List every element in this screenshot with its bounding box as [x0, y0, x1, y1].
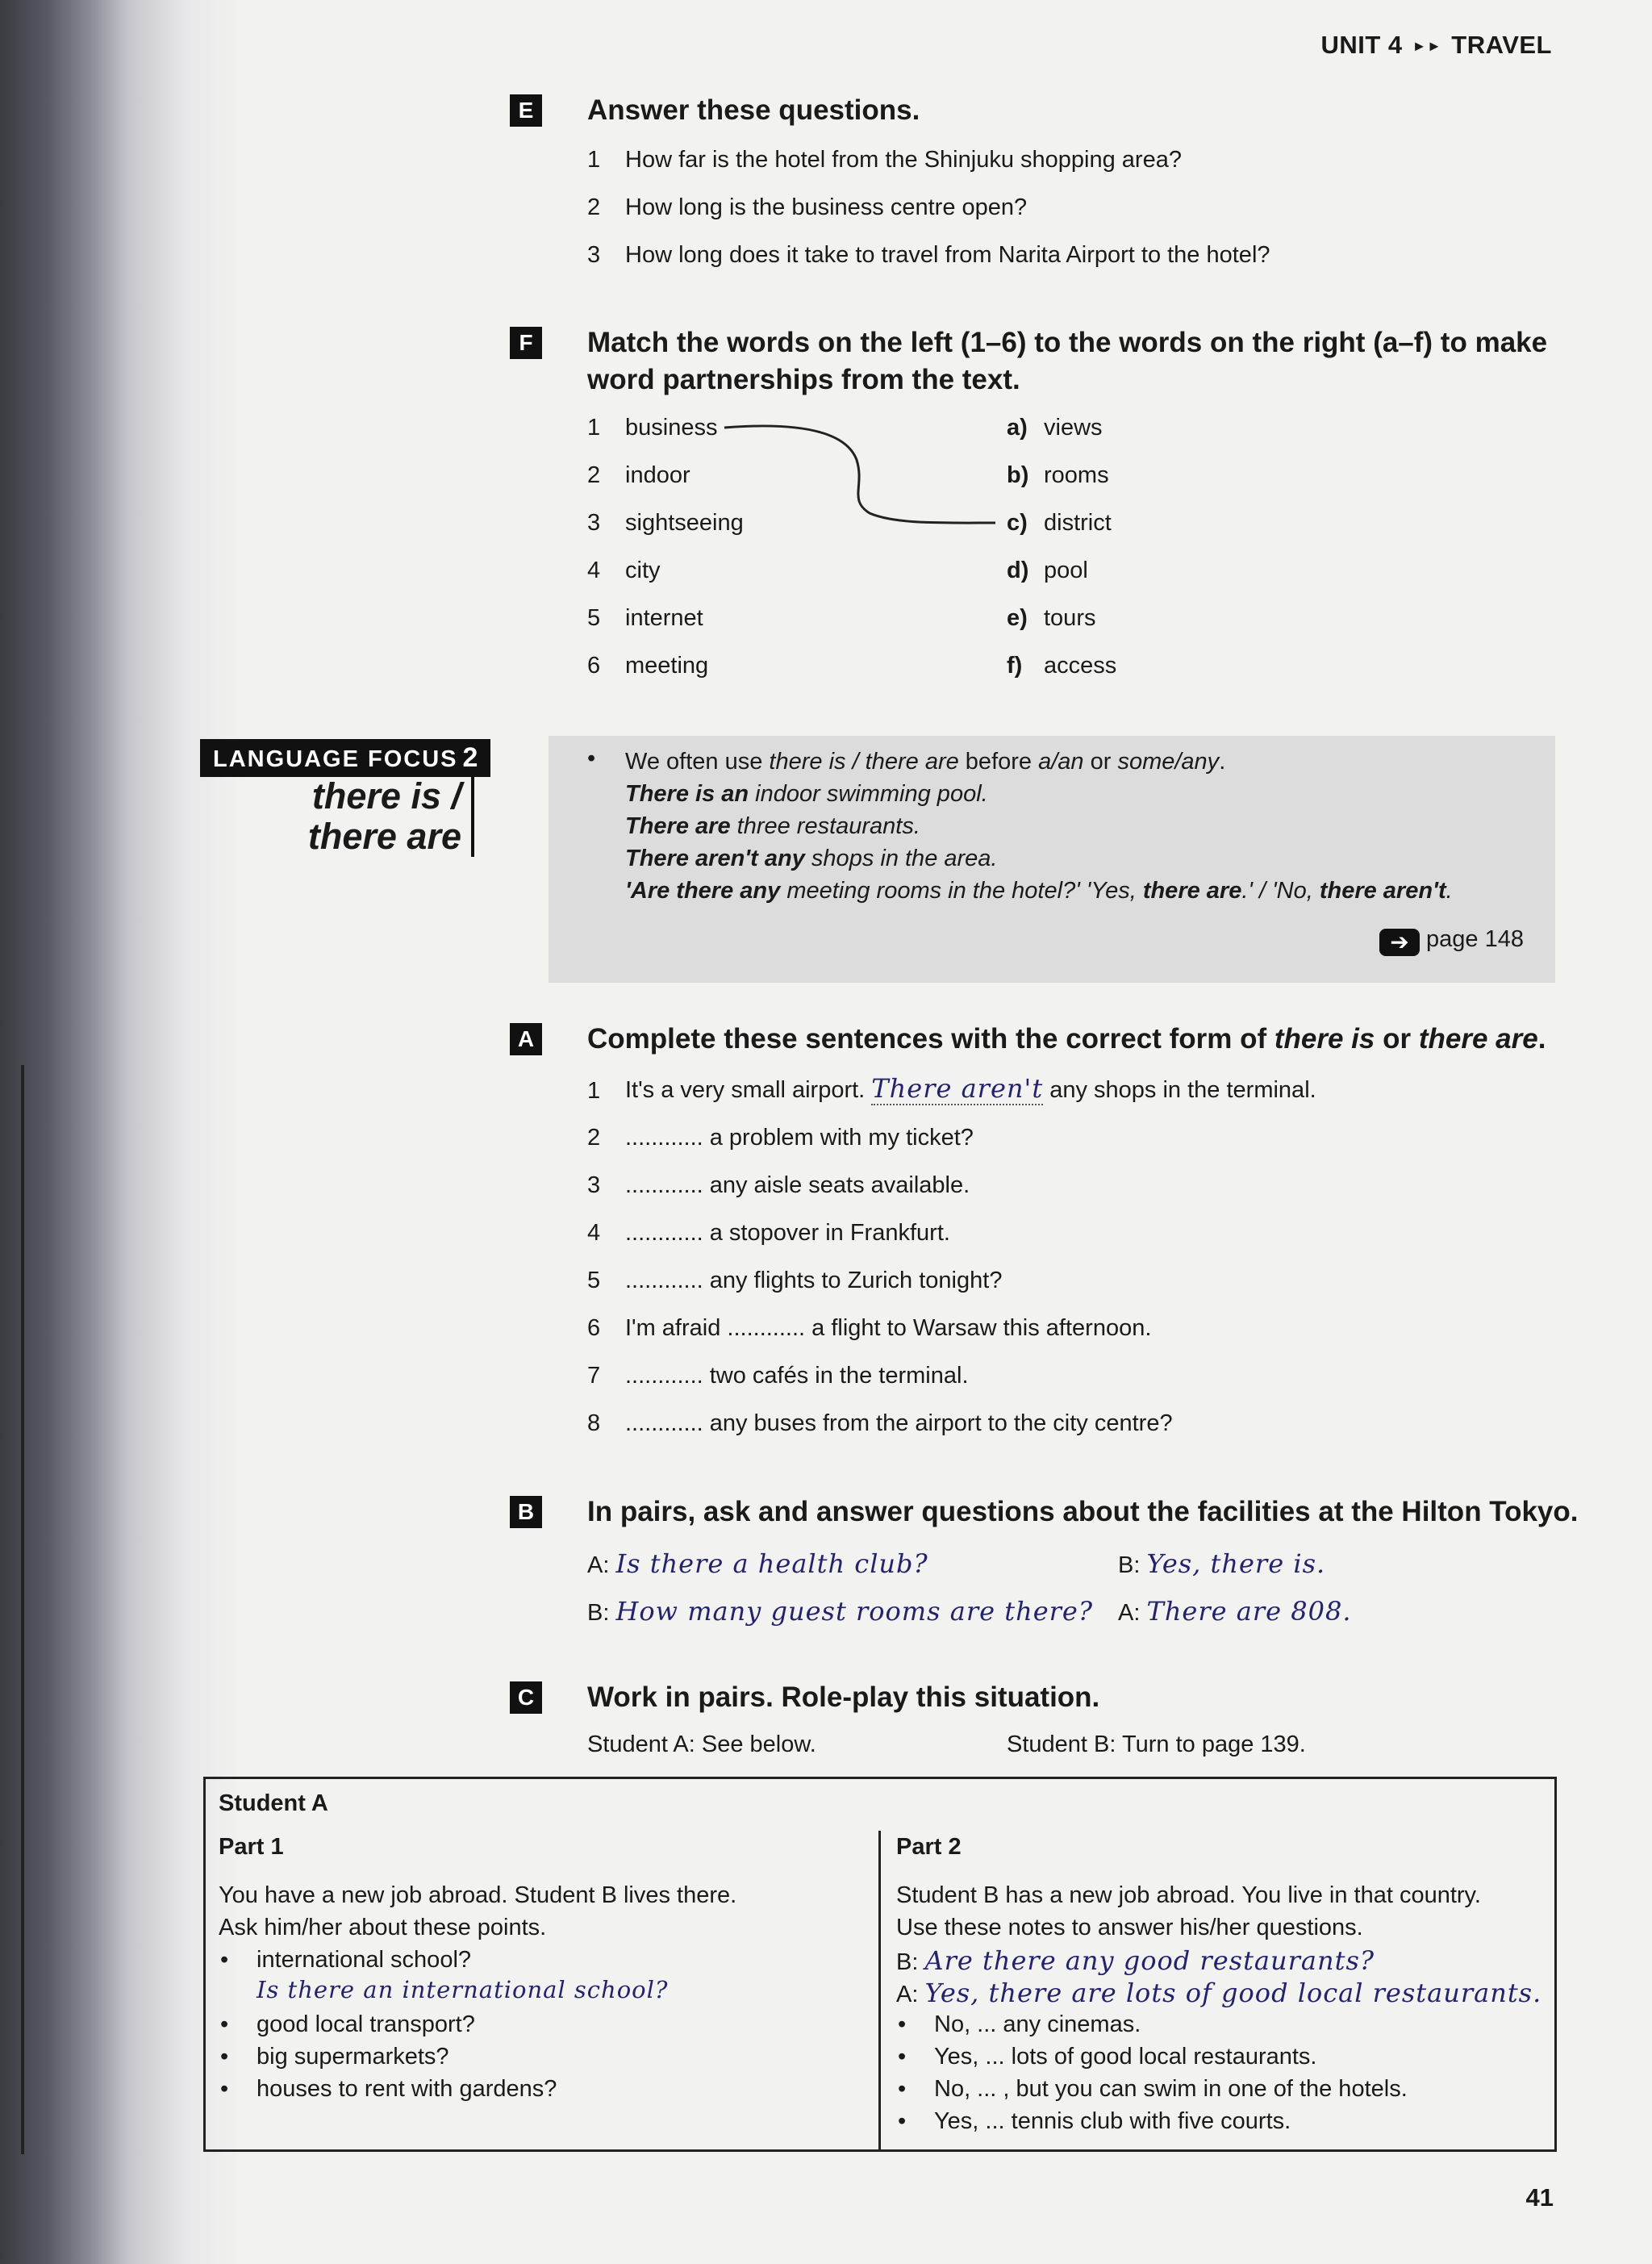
lf-example: There is an indoor swimming pool. [625, 781, 988, 807]
question-text: How far is the hotel from the Shinjuku shopping area? [625, 147, 1182, 173]
lf-example: 'Are there any meeting rooms in the hotel?' 'Yes, there are.' / 'No, there aren't. [625, 878, 1453, 904]
bullet: • [898, 2044, 907, 2070]
dialogue-line: B: Yes, there is. [1118, 1548, 1326, 1579]
section-a-title: Complete these sentences with the correct form of there is or there are. [587, 1023, 1546, 1055]
match-left-word: city [625, 558, 661, 583]
part2-title: Part 2 [896, 1834, 962, 1860]
lf-example: There are three restaurants. [625, 813, 920, 839]
match-left-word: sightseeing [625, 510, 744, 536]
section-label: TRAVEL [1451, 31, 1552, 59]
student-a-box [203, 1777, 1557, 2152]
sentence-text: ............ a stopover in Frankfurt. [625, 1220, 950, 1246]
section-b-title: In pairs, ask and answer questions about the facilities at the Hilton Tokyo. [587, 1496, 1579, 1527]
part1-title: Part 1 [219, 1834, 284, 1860]
page-reference[interactable] [1379, 926, 1524, 956]
sentence-text: ............ any aisle seats available. [625, 1172, 970, 1198]
match-letter: e) [1007, 605, 1028, 631]
question-number: 1 [587, 147, 601, 173]
student-b-instruction: Student B: Turn to page 139. [1007, 1731, 1306, 1757]
match-letter: f) [1007, 653, 1023, 679]
sentence-number: 7 [587, 1363, 601, 1389]
arrow-right-icon: ➔ [1379, 929, 1420, 956]
page-number: 41 [1525, 2183, 1554, 2212]
sentence-text: ............ any flights to Zurich tonight? [625, 1268, 1003, 1293]
match-number: 4 [587, 558, 601, 583]
match-number: 2 [587, 462, 601, 488]
part2-bullet: No, ... , but you can swim in one of the hotels. [934, 2076, 1408, 2102]
match-letter: d) [1007, 558, 1029, 583]
section-c-title: Work in pairs. Role-play this situation. [587, 1681, 1100, 1713]
sentence-text: ............ any buses from the airport to the city centre? [625, 1410, 1173, 1436]
handwritten-dialogue: Yes, there is. [1146, 1548, 1326, 1579]
sentence-number: 6 [587, 1315, 601, 1341]
part2-bullet: Yes, ... lots of good local restaurants. [934, 2044, 1317, 2070]
section-a-box: A [510, 1023, 542, 1055]
language-focus-label [200, 739, 490, 777]
page-reference-text: page 148 [1426, 926, 1524, 952]
section-c-box: C [510, 1681, 542, 1714]
student-box-heading: Student A [219, 1790, 328, 1816]
dialogue-line: A: Is there a health club? [587, 1548, 928, 1579]
bullet: • [898, 2011, 907, 2037]
match-number: 3 [587, 510, 601, 536]
section-f-title-line2: word partnerships from the text. [587, 364, 1020, 395]
match-letter: a) [1007, 415, 1028, 441]
match-right-word: district [1044, 510, 1112, 536]
part2-example: A: Yes, there are lots of good local restaurants. [896, 1978, 1542, 2008]
match-right-word: rooms [1044, 462, 1109, 488]
bullet: • [898, 2108, 907, 2134]
question-number: 3 [587, 242, 601, 268]
sentence-text: ............ a problem with my ticket? [625, 1125, 974, 1151]
match-right-word: views [1044, 415, 1103, 441]
part2-example: B: Are there any good restaurants? [896, 1945, 1375, 1976]
double-arrow-icon: ►► [1412, 38, 1442, 54]
handwritten-example: Is there an international school? [257, 1976, 669, 2003]
match-letter: c) [1007, 510, 1028, 536]
bullet: • [898, 2076, 907, 2102]
sentence-text: I'm afraid ............ a flight to Warsaw this afternoon. [625, 1315, 1152, 1341]
match-letter: b) [1007, 462, 1029, 488]
match-right-word: access [1044, 653, 1117, 679]
part2-line: Student B has a new job abroad. You live in that country. [896, 1882, 1481, 1908]
handwritten-answer: There aren't [871, 1073, 1044, 1104]
section-f-title-line1: Match the words on the left (1–6) to the words on the right (a–f) to make [587, 327, 1548, 358]
part1-bullet: good local transport? [257, 2011, 475, 2037]
lf-example: There aren't any shops in the area. [625, 846, 998, 871]
part1-line: You have a new job abroad. Student B lives there. [219, 1882, 737, 1908]
lf-title-line2: there are [307, 816, 461, 857]
language-focus-title [308, 776, 474, 857]
section-f-box: F [510, 327, 542, 359]
match-left-word: indoor [625, 462, 690, 488]
sentence-text: It's a very small airport. There aren't any shops in the terminal. [625, 1073, 1316, 1104]
section-b-box: B [510, 1496, 542, 1528]
lf-rule: We often use there is / there are before a/an or some/any. [625, 749, 1226, 775]
part2-bullet: Yes, ... tennis club with five courts. [934, 2108, 1291, 2134]
bullet: • [220, 2044, 229, 2070]
sentence-number: 3 [587, 1172, 601, 1198]
lf-title-line1: there is / [311, 775, 461, 817]
part1-bullet: big supermarkets? [257, 2044, 449, 2070]
sentence-number: 8 [587, 1410, 601, 1436]
match-right-word: tours [1044, 605, 1096, 631]
match-number: 6 [587, 653, 601, 679]
part1-line: Ask him/her about these points. [219, 1915, 547, 1940]
part2-line: Use these notes to answer his/her questions. [896, 1915, 1363, 1940]
language-focus-text: LANGUAGE FOCUS [213, 746, 458, 772]
handwritten-dialogue: Is there a health club? [615, 1548, 928, 1579]
bullet: • [220, 2011, 229, 2037]
sentence-number: 4 [587, 1220, 601, 1246]
question-text: How long is the business centre open? [625, 194, 1028, 220]
match-number: 5 [587, 605, 601, 631]
language-focus-lines [625, 746, 1453, 907]
handwritten-dialogue: There are 808. [1146, 1596, 1352, 1627]
part1-bullet: houses to rent with gardens? [257, 2076, 557, 2102]
student-a-instruction: Student A: See below. [587, 1731, 816, 1757]
sentence-number: 5 [587, 1268, 601, 1293]
sentence-number: 1 [587, 1078, 601, 1104]
bullet: • [587, 746, 596, 771]
question-text: How long does it take to travel from Narita Airport to the hotel? [625, 242, 1270, 268]
match-number: 1 [587, 415, 601, 441]
question-number: 2 [587, 194, 601, 220]
match-left-word: business [625, 415, 718, 441]
section-e-box: E [510, 94, 542, 127]
bullet: • [220, 2076, 229, 2102]
sentence-text: ............ two cafés in the terminal. [625, 1363, 969, 1389]
match-left-word: internet [625, 605, 703, 631]
section-e-title: Answer these questions. [587, 94, 920, 126]
dialogue-line: B: How many guest rooms are there? [587, 1596, 1094, 1627]
language-focus-number: 2 [462, 742, 478, 773]
unit-label: UNIT 4 [1320, 31, 1403, 59]
sentence-number: 2 [587, 1125, 601, 1151]
part1-bullet: international school? [257, 1947, 472, 1973]
bullet: • [220, 1947, 229, 1973]
match-right-word: pool [1044, 558, 1088, 583]
dialogue-line: A: There are 808. [1118, 1596, 1352, 1627]
box-divider [878, 1831, 881, 2152]
match-left-word: meeting [625, 653, 709, 679]
handwritten-dialogue: How many guest rooms are there? [615, 1596, 1094, 1627]
part2-bullet: No, ... any cinemas. [934, 2011, 1141, 2037]
